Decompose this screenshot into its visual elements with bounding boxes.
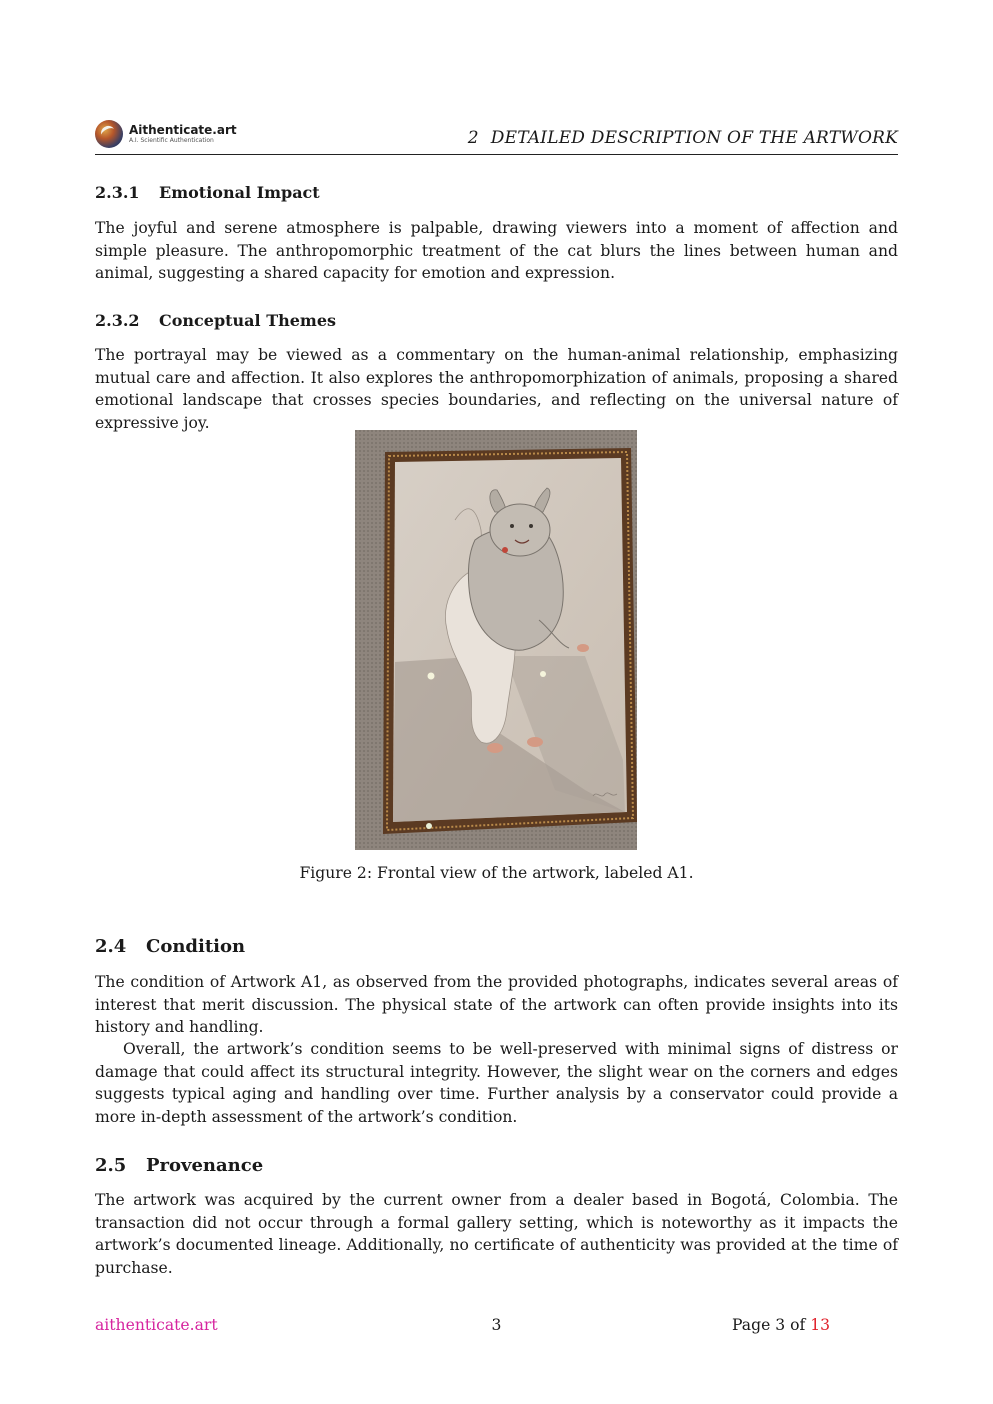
paragraph-emotional-impact: The joyful and serene atmosphere is palpable, drawing viewers into a moment of affection and simple pleasure. The anthropomorphic treatment of the cat blurs the lines between human and animal, suggesting a shared capacity for emotion and expression. [95, 219, 898, 282]
heading-2-3-1 [95, 183, 320, 202]
heading-title: Condition [146, 936, 246, 957]
heading-title: Provenance [146, 1155, 264, 1176]
running-head [468, 128, 898, 148]
heading-number: 2.3.2 [95, 311, 140, 330]
heading-number: 2.3.1 [95, 183, 140, 202]
heading-2-5 [95, 1155, 263, 1176]
heading-2-4 [95, 936, 245, 957]
brand-tagline: A.I. Scientific Authentication [129, 137, 214, 144]
paragraph-provenance: The artwork was acquired by the current owner from a dealer based in Bogotá, Colombia. The transaction did not occur through a formal gallery setting, which is noteworthy as it impacts the artwork’s documented lineage. Additionally, no certificate of authenticity was provided at the time of purchase. [95, 1191, 898, 1277]
paragraph-condition-1: The condition of Artwork A1, as observed from the provided photographs, indicates several areas of interest that merit discussion. The physical state of the artwork can often provide insights into its history and handling. [95, 973, 898, 1036]
heading-title: Emotional Impact [159, 183, 320, 202]
brand-logo [95, 120, 237, 148]
page-header [95, 118, 898, 155]
running-head-number: 2 [467, 128, 479, 148]
heading-title: Conceptual Themes [159, 311, 337, 330]
artwork-figure [355, 430, 637, 850]
page-count-prefix: Page 3 of [732, 1316, 806, 1334]
brand-name: Aithenticate.art [129, 123, 237, 137]
running-head-title: DETAILED DESCRIPTION OF THE ARTWORK [490, 128, 898, 148]
heading-number: 2.5 [95, 1155, 127, 1176]
paragraph-condition-2: Overall, the artwork’s condition seems to be well-preserved with minimal signs of distress or damage that could affect its structural integrity. However, the slight wear on the corners and edges suggests typical aging and handling over time. Further analysis by a conservator could provide a more in-depth assessment of the artwork’s condition. [95, 1040, 898, 1126]
page-count-total-link[interactable]: 13 [810, 1316, 831, 1334]
heading-number: 2.4 [95, 936, 127, 957]
footer-site-link[interactable]: aithenticate.art [95, 1316, 218, 1334]
footer-page-count [732, 1316, 830, 1334]
heading-2-3-2 [95, 311, 336, 330]
artwork-photo [355, 430, 637, 850]
brand-logo-icon [95, 120, 123, 148]
paragraph-conceptual-themes: The portrayal may be viewed as a commentary on the human-animal relationship, emphasizing mutual care and affection. It also explores the anthropomorphization of animals, proposing a shared emotional landscape that crosses species boundaries, and reflecting on the universal nature of expressive joy. [95, 346, 898, 432]
document-page [95, 0, 898, 1404]
footer-page-number: 3 [491, 1316, 502, 1334]
figure-caption: Figure 2: Frontal view of the artwork, labeled A1. [299, 864, 694, 882]
